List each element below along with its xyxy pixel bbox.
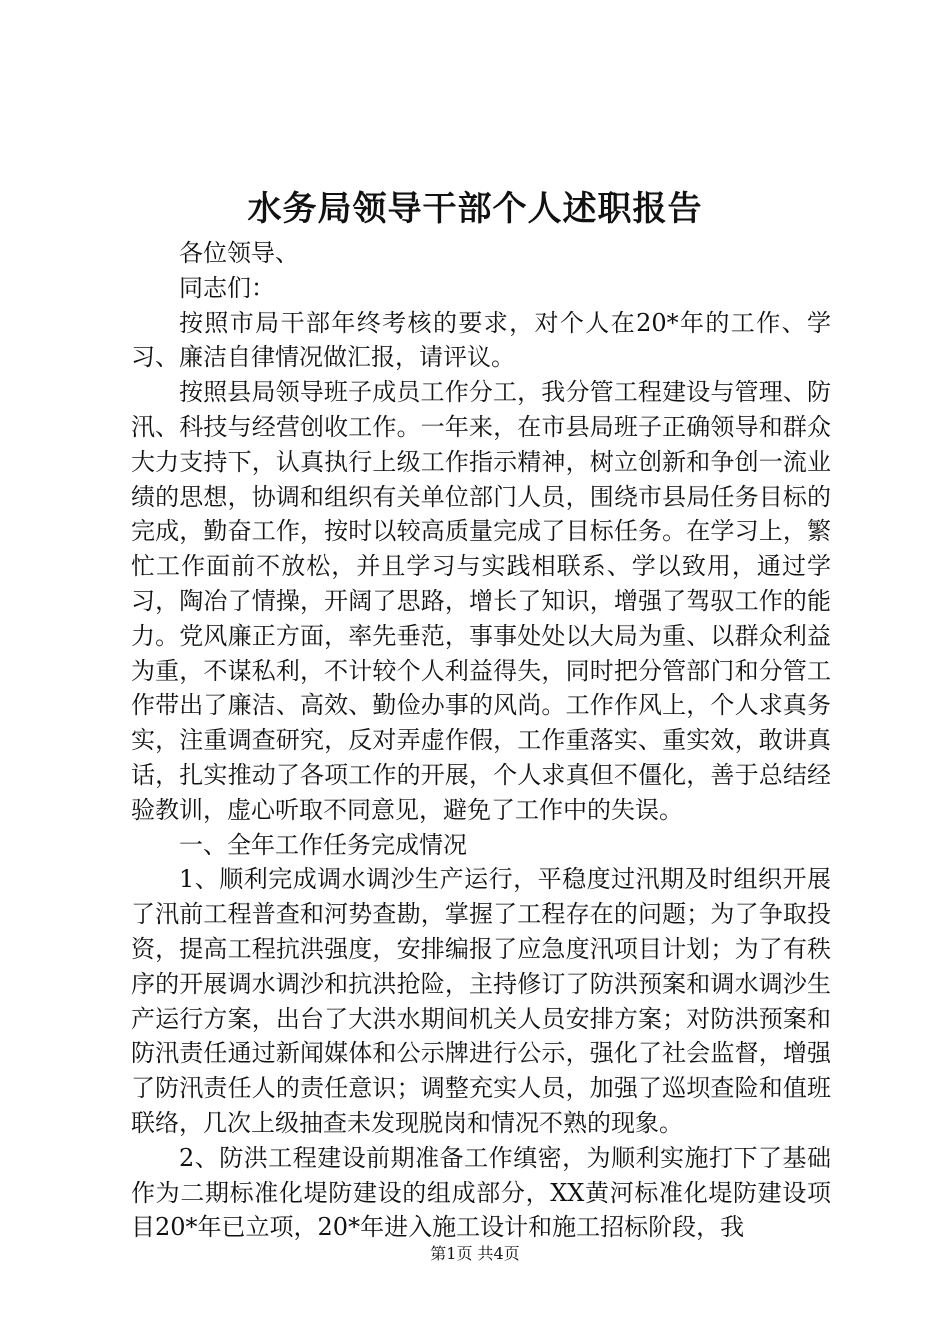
document-body [131,236,831,1245]
salutation-line: 各位领导、 [179,239,299,267]
salutation-line: 同志们： [179,273,275,302]
paragraph: 按照县局领导班子成员工作分工，我分管工程建设与管理、防汛、科技与经营创收工作。一年来，在市县局班子正确领导和群众大力支持下，认真执行上级工作指示精神，树立创新和争创一流业绩的思想，协调和组织有关单位部门人员，围绕市县局任务目标的完成，勤奋工作，按时以较高质量完成了目标任务。在学习上，繁忙工作面前不放松，并且学习与实践相联系、学以致用，通过学习，陶冶了情操，开阔了思路，增长了知识，增强了驾驭工作的能力。党风廉正方面，率先垂范，事事处处以大局为重、以群众利益为重，不谋私利，不计较个人利益得失，同时把分管部门和分管工作带出了廉洁、高效、勤俭办事的风尚。工作作风上，个人求真务实，注重调查研究，反对弄虚作假，工作重落实、重实效，敢讲真话，扎实推动了各项工作的开展，个人求真但不僵化，善于总结经验教训，虚心听取不同意见，避免了工作中的失误。 [131,378,831,824]
section-heading: 一、全年工作任务完成情况 [179,830,467,859]
page-footer: 第1页 共4页 [430,1244,520,1263]
paragraph: 1、顺利完成调水调沙生产运行，平稳度过汛期及时组织开展了汛前工程普查和河势查勘，掌握了工程存在的问题；为了争取投资，提高工程抗洪强度，安排编报了应急度汛项目计划；为了有秩序的开展调水调沙和抗洪抢险，主持修订了防洪预案和调水调沙生产运行方案，出台了大洪水期间机关人员安排方案；对防洪预案和防汛责任通过新闻媒体和公示牌进行公示，强化了社会监督，增强了防汛责任人的责任意识；调整充实人员，加强了巡坝查险和值班联络，几次上级抽查未发现脱岗和情况不熟的现象。 [131,865,831,1137]
paragraph: 按照市局干部年终考核的要求，对个人在20*年的工作、学习、廉洁自律情况做汇报，请评议。 [131,308,831,372]
paragraph: 2、防洪工程建设前期准备工作缜密，为顺利实施打下了基础作为二期标准化堤防建设的组成部分，XX黄河标准化堤防建设项目20*年已立项，20*年进入施工设计和施工招标阶段，我 [131,1143,831,1242]
document-title: 水务局领导干部个人述职报告 [247,189,703,229]
